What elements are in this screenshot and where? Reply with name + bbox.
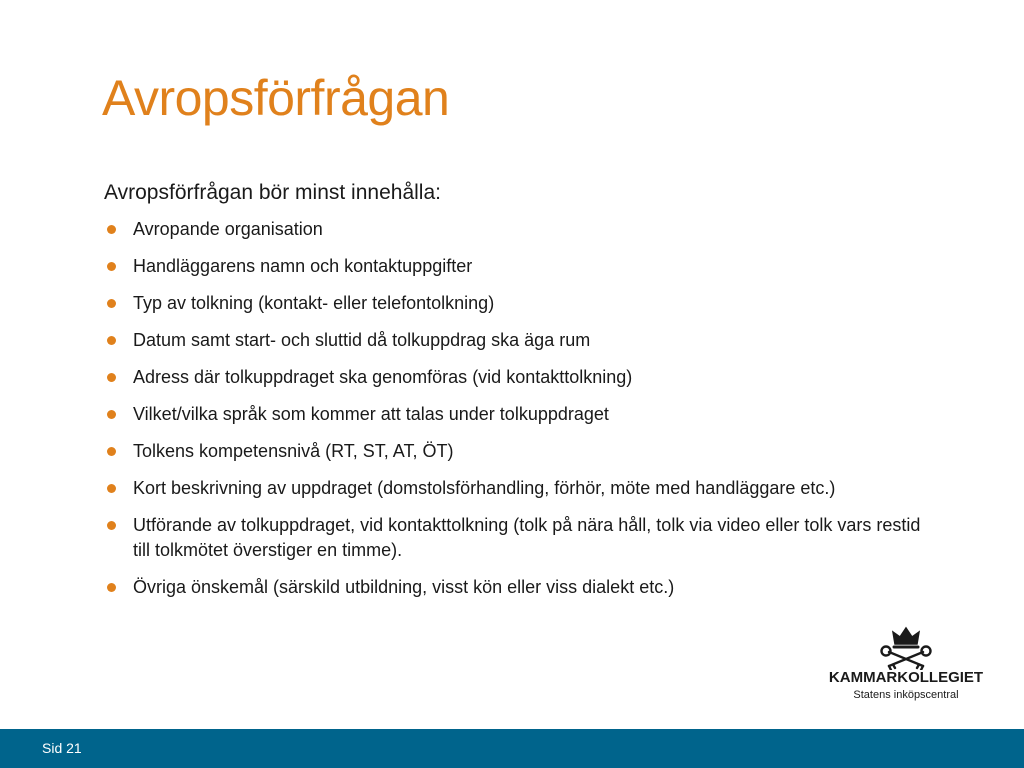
bullet-item xyxy=(104,328,924,353)
bullet-item xyxy=(104,254,924,279)
bullet-text: Tolkens kompetensnivå (RT, ST, AT, ÖT) xyxy=(133,441,454,461)
bullet-text: Övriga önskemål (särskild utbildning, visst kön eller viss dialekt etc.) xyxy=(133,577,675,597)
bullet-text: Avropande organisation xyxy=(133,219,323,239)
logo-name: KAMMARKOLLEGIET xyxy=(828,669,984,686)
slide-title: Avropsförfrågan xyxy=(102,70,450,126)
kammarkollegiet-logo xyxy=(825,622,987,706)
bullet-dot-icon xyxy=(107,373,116,382)
bullet-list xyxy=(104,217,924,600)
bullet-text: Kort beskrivning av uppdraget (domstolsförhandling, förhör, möte med handläggare etc.) xyxy=(133,478,836,498)
bullet-text: Typ av tolkning (kontakt- eller telefontolkning) xyxy=(133,293,495,313)
bullet-item xyxy=(104,291,924,316)
bullet-text: Utförande av tolkuppdraget, vid kontakttolkning (tolk på nära håll, tolk via video eller tolk vars restid till tolkmötet överstiger en timme). xyxy=(133,515,921,560)
bullet-dot-icon xyxy=(107,410,116,419)
bullet-dot-icon xyxy=(107,299,116,308)
logo-subtitle: Statens inköpscentral xyxy=(853,689,959,701)
bullet-item xyxy=(104,402,924,427)
slide-content xyxy=(104,178,924,612)
bullet-dot-icon xyxy=(107,225,116,234)
bullet-dot-icon xyxy=(107,583,116,592)
page-number: Sid 21 xyxy=(42,740,82,756)
bullet-item xyxy=(104,365,924,390)
bullet-text: Handläggarens namn och kontaktuppgifter xyxy=(133,256,473,276)
crown-keys-emblem-icon xyxy=(877,622,935,670)
bullet-dot-icon xyxy=(107,336,116,345)
bullet-text: Adress där tolkuppdraget ska genomföras (vid kontakttolkning) xyxy=(133,367,633,387)
bullet-dot-icon xyxy=(107,447,116,456)
bullet-text: Datum samt start- och sluttid då tolkuppdrag ska äga rum xyxy=(133,330,591,350)
bullet-item xyxy=(104,476,924,501)
bullet-item xyxy=(104,575,924,600)
intro-text: Avropsförfrågan bör minst innehålla: xyxy=(104,181,441,204)
bullet-text: Vilket/vilka språk som kommer att talas under tolkuppdraget xyxy=(133,404,609,424)
bullet-dot-icon xyxy=(107,521,116,530)
footer-bar xyxy=(0,729,1024,768)
bullet-dot-icon xyxy=(107,262,116,271)
bullet-item xyxy=(104,217,924,242)
bullet-dot-icon xyxy=(107,484,116,493)
bullet-item xyxy=(104,513,924,563)
bullet-item xyxy=(104,439,924,464)
